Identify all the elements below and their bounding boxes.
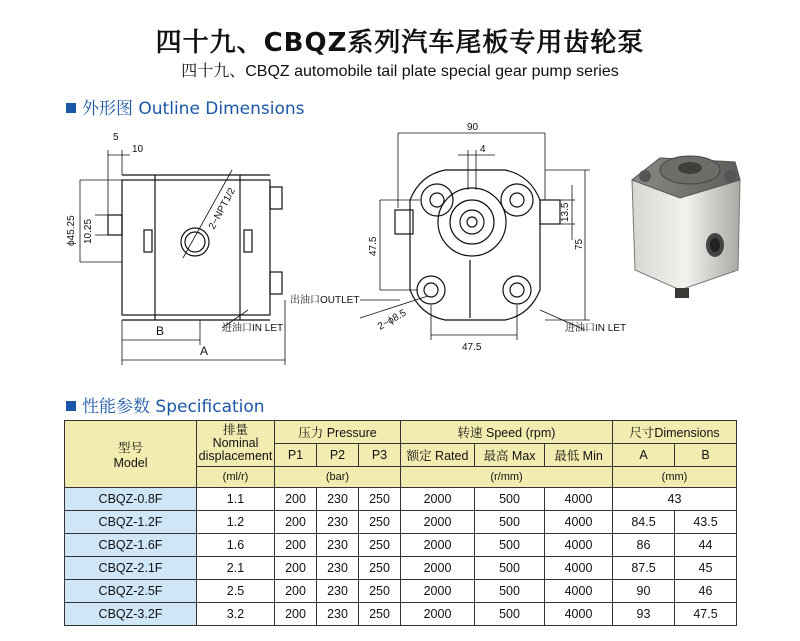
table-row: CBQZ-2.1F 2.1 200 230 250 2000 500 4000 87.5 45 [65, 557, 737, 580]
section-spec-label: 性能参数 Specification [82, 397, 265, 417]
section-outline-label: 外形图 Outline Dimensions [82, 99, 305, 119]
table-row: CBQZ-0.8F 1.1 200 230 250 2000 500 4000 43 [65, 488, 737, 511]
page-title: 四十九、CBQZ系列汽车尾板专用齿轮泵 [155, 28, 645, 58]
unit-dimensions: (mm) [613, 467, 737, 488]
dim-diameter-label: ϕ45.25 [66, 215, 77, 246]
header-p2: P2 [317, 444, 359, 467]
header-pressure: 压力 Pressure [275, 421, 401, 444]
header-model: 型号 Model [65, 421, 197, 488]
holes-label: 2−ϕ8.5 [376, 307, 409, 333]
dim-90-label: 90 [467, 122, 479, 133]
header-b: B [675, 444, 737, 467]
table-row: CBQZ-1.6F 1.6 200 230 250 2000 500 4000 86 44 [65, 534, 737, 557]
specification-table [64, 420, 737, 626]
dim-47-5-horizontal-label: 47.5 [462, 342, 482, 353]
page-subtitle: 四十九、CBQZ automobile tail plate special gear pump series [181, 63, 619, 80]
square-bullet-icon [66, 103, 76, 113]
outline-drawing [60, 120, 640, 370]
table-row: CBQZ-1.2F 1.2 200 230 250 2000 500 4000 84.5 43.5 [65, 511, 737, 534]
pump-photo [620, 140, 750, 305]
npt-label: 2−NPT1/2 [206, 186, 238, 232]
square-bullet-icon [66, 401, 76, 411]
outlet-label: 出油口OUTLET [290, 295, 360, 306]
header-p3: P3 [359, 444, 401, 467]
section-heading-spec [66, 392, 265, 417]
header-max: 最高 Max [475, 444, 545, 467]
dim-10-label: 10 [132, 144, 144, 155]
unit-speed: (r/mm) [401, 467, 613, 488]
header-min: 最低 Min [545, 444, 613, 467]
unit-pressure: (bar) [275, 467, 401, 488]
header-speed: 转速 Speed (rpm) [401, 421, 613, 444]
dim-a-label: A [200, 344, 209, 358]
inlet-right-label: 进油口IN LET [565, 323, 627, 334]
header-displacement: 排量 Nominal displacement [197, 421, 275, 467]
section-heading-outline [66, 94, 305, 119]
header-a: A [613, 444, 675, 467]
header-dimensions: 尺寸Dimensions [613, 421, 737, 444]
table-row: CBQZ-2.5F 2.5 200 230 250 2000 500 4000 90 46 [65, 580, 737, 603]
header-rated: 额定 Rated [401, 444, 475, 467]
dim-47-5-vertical-label: 47.5 [368, 236, 379, 256]
header-p1: P1 [275, 444, 317, 467]
unit-displacement: (ml/r) [197, 467, 275, 488]
front-view-flange [410, 170, 540, 320]
dim-13-5-label: 13.5 [560, 202, 571, 222]
table-row: CBQZ-3.2F 3.2 200 230 250 2000 500 4000 93 47.5 [65, 603, 737, 626]
dim-b-label: B [156, 324, 165, 338]
inlet-left-label: 进油口IN LET [222, 323, 284, 334]
dim-75-label: 75 [574, 238, 585, 250]
dim-10-25-label: 10.25 [83, 218, 94, 244]
dim-5-label: 5 [113, 132, 119, 143]
dim-4-label: 4 [480, 144, 486, 155]
